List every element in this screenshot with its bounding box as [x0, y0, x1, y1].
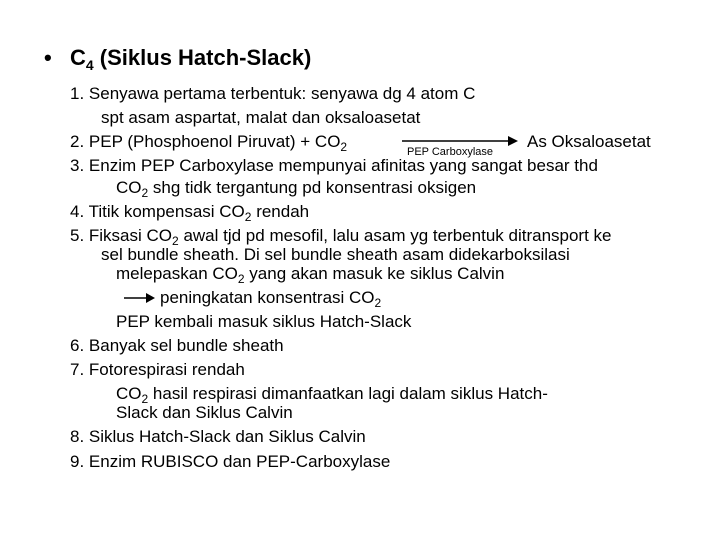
list-item-4	[70, 202, 309, 222]
list-item-3b	[116, 178, 476, 198]
item-5d-text: peningkatan konsentrasi CO	[160, 288, 375, 307]
item-5c-rest: yang akan masuk ke siklus Calvin	[244, 264, 505, 283]
list-item-2	[70, 132, 347, 152]
item-5c-text: melepaskan CO	[116, 264, 238, 283]
item-5c-subscript: 2	[237, 272, 245, 286]
list-item-7b	[116, 384, 548, 404]
item-5a-subscript: 2	[172, 234, 179, 248]
result-arrow-icon	[122, 291, 158, 305]
list-item-5d	[160, 288, 381, 308]
item-3b-subscript: 2	[141, 186, 149, 200]
item-4-text: 4. Titik kompensasi CO	[70, 202, 245, 221]
list-item-5e: PEP kembali masuk siklus Hatch-Slack	[116, 312, 412, 331]
item-5a-text: 5. Fiksasi CO	[70, 226, 173, 245]
item-7b-text: CO	[116, 384, 142, 403]
item-3b-rest: shg tidk tergantung pd konsentrasi oksigen	[148, 178, 477, 197]
list-item-1a: 1. Senyawa pertama terbentuk: senyawa dg 4 atom C	[70, 84, 476, 103]
item-7b-subscript: 2	[141, 392, 149, 406]
item-5a-rest: awal tjd pd mesofil, lalu asam yg terbentuk ditransport ke	[178, 226, 612, 245]
list-item-8: 8. Siklus Hatch-Slack dan Siklus Calvin	[70, 427, 366, 446]
item-4-subscript: 2	[244, 210, 252, 224]
item-5d-subscript: 2	[374, 296, 382, 310]
title-bullet: •	[44, 45, 52, 70]
list-item-6: 6. Banyak sel bundle sheath	[70, 336, 284, 355]
list-item-7c: Slack dan Siklus Calvin	[116, 403, 293, 422]
list-item-5a	[70, 226, 612, 246]
title-prefix: C	[70, 45, 86, 70]
list-item-5c	[116, 264, 504, 284]
item-2-subscript: 2	[340, 140, 348, 154]
item-4-rest: rendah	[251, 202, 310, 221]
title-subscript: 4	[85, 57, 94, 73]
item-2-text: 2. PEP (Phosphoenol Piruvat) + CO	[70, 132, 341, 151]
list-item-7a: 7. Fotorespirasi rendah	[70, 360, 245, 379]
item-7b-rest: hasil respirasi dimanfaatkan lagi dalam siklus Hatch-	[148, 384, 548, 403]
list-item-1b: spt asam aspartat, malat dan oksaloasetat	[101, 108, 421, 127]
slide-title	[70, 44, 311, 72]
enzyme-label: PEP Carboxylase	[407, 146, 494, 158]
item-2-product: As Oksaloasetat	[527, 132, 651, 151]
item-3b-text: CO	[116, 178, 142, 197]
title-rest: (Siklus Hatch-Slack)	[93, 45, 312, 70]
list-item-9: 9. Enzim RUBISCO dan PEP-Carboxylase	[70, 452, 391, 471]
list-item-3a: 3. Enzim PEP Carboxylase mempunyai afinitas yang sangat besar thd	[70, 156, 598, 175]
list-item-5b: sel bundle sheath. Di sel bundle sheath asam didekarboksilasi	[101, 245, 570, 264]
